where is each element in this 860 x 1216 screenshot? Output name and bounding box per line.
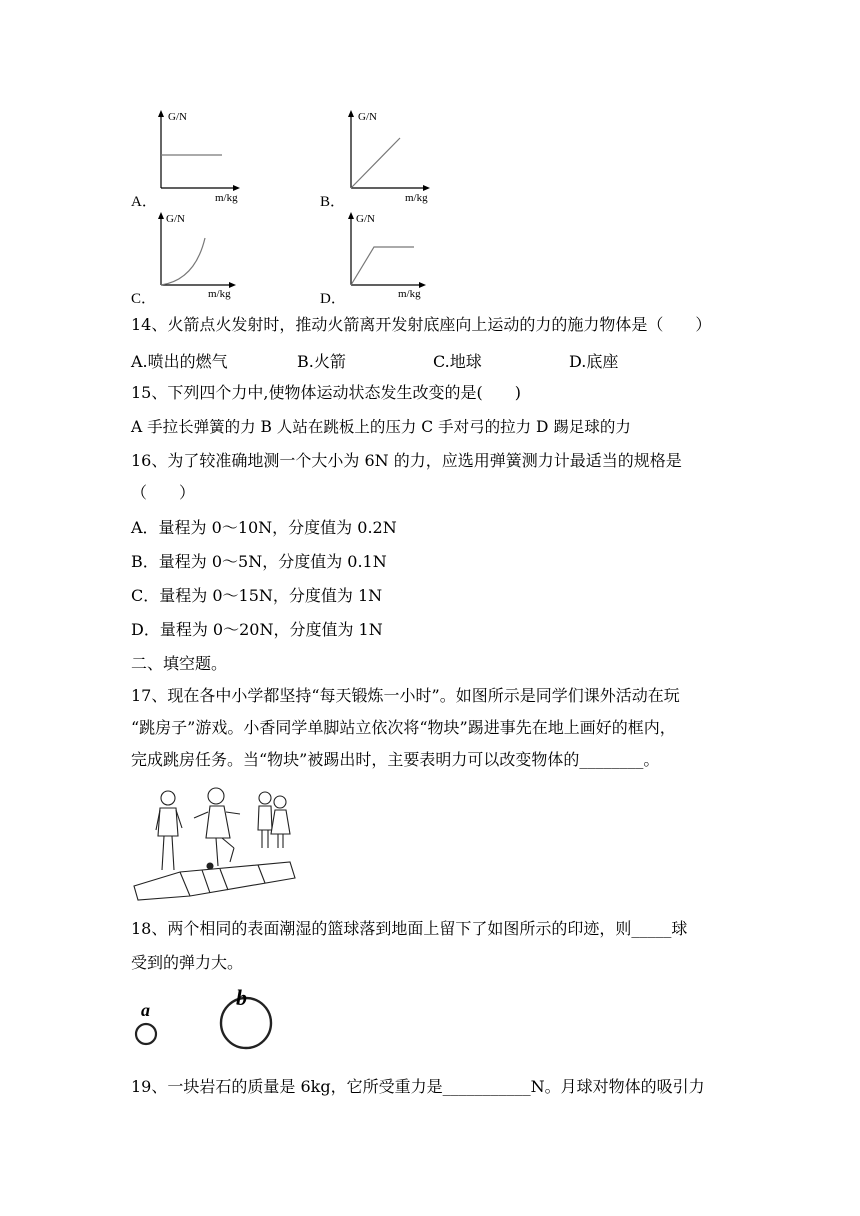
q18-line-2: 受到的弹力大。 bbox=[131, 953, 244, 972]
graph-d-line bbox=[351, 247, 414, 285]
q14-option-b: B.火箭 bbox=[297, 352, 346, 371]
option-a-label: A． bbox=[131, 194, 157, 210]
graph-c-curve bbox=[161, 238, 205, 285]
q15-stem: 15、下列四个力中,使物体运动状态发生改变的是( ) bbox=[131, 383, 521, 402]
q18-line-1: 18、两个相同的表面潮湿的篮球落到地面上留下了如图所示的印迹，则_____球 bbox=[131, 919, 688, 938]
q16-option-d: D．量程为 0～20N，分度值为 1N bbox=[131, 620, 383, 639]
graph-d bbox=[340, 210, 440, 302]
graph-a-ylabel: G/N bbox=[168, 111, 187, 123]
option-c-label: C． bbox=[131, 291, 157, 307]
option-d-label: D． bbox=[320, 291, 346, 307]
graph-b-xlabel: m/kg bbox=[405, 192, 428, 204]
label-b: b bbox=[236, 985, 247, 1010]
option-b-label: B． bbox=[320, 194, 346, 210]
graph-b-line bbox=[351, 138, 400, 188]
q17-line-3: 完成跳房任务。当“物块”被踢出时，主要表明力可以改变物体的________。 bbox=[131, 750, 660, 769]
q16-option-c: C．量程为 0～15N，分度值为 1N bbox=[131, 586, 383, 605]
hopscotch-illustration bbox=[130, 786, 305, 904]
q14-option-d: D.底座 bbox=[569, 352, 619, 371]
q15-options: A 手拉长弹簧的力 B 人站在跳板上的压力 C 手对弓的拉力 D 踢足球的力 bbox=[131, 418, 631, 436]
graph-a bbox=[150, 108, 250, 203]
q16-option-a: A．量程为 0～10N，分度值为 0.2N bbox=[131, 518, 397, 537]
graph-c-ylabel: G/N bbox=[166, 213, 185, 225]
q16-stem: 16、为了较准确地测一个大小为 6N 的力，应选用弹簧测力计最适当的规格是 bbox=[131, 451, 682, 470]
graph-c-xlabel: m/kg bbox=[208, 288, 231, 300]
q17-line-1: 17、现在各中小学都坚持“每天锻炼一小时”。如图所示是同学们课外活动在玩 bbox=[131, 686, 680, 705]
section-title: 二、填空题。 bbox=[131, 654, 228, 673]
q19-line-1: 19、一块岩石的质量是 6kg，它所受重力是___________N。月球对物体的吸引力 bbox=[131, 1077, 705, 1096]
graph-d-xlabel: m/kg bbox=[398, 288, 421, 300]
graph-c bbox=[150, 210, 250, 302]
label-a: a bbox=[141, 1000, 150, 1020]
imprint-a bbox=[136, 1024, 156, 1044]
graph-b-ylabel: G/N bbox=[358, 111, 377, 123]
q14-stem: 14、火箭点火发射时，推动火箭离开发射底座向上运动的力的施力物体是（ ） bbox=[131, 315, 712, 334]
q16-option-b: B．量程为 0～5N，分度值为 0.1N bbox=[131, 552, 387, 571]
graph-a-xlabel: m/kg bbox=[215, 192, 238, 204]
q17-line-2: “跳房子”游戏。小香同学单脚站立依次将“物块”踢进事先在地上画好的框内， bbox=[131, 718, 676, 737]
q14-option-a: A.喷出的燃气 bbox=[131, 352, 228, 371]
ball-imprints bbox=[128, 988, 288, 1060]
q16-paren: （ ） bbox=[131, 483, 196, 502]
graph-d-ylabel: G/N bbox=[356, 213, 375, 225]
graph-b bbox=[340, 108, 440, 203]
q14-option-c: C.地球 bbox=[433, 352, 482, 371]
